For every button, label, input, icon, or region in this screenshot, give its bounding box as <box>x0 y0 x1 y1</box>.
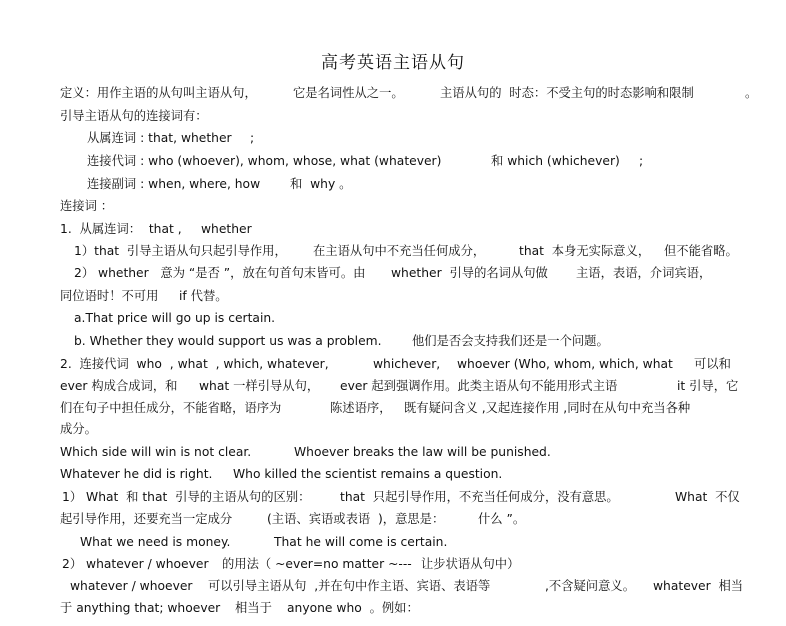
text-segment: a.That price will go up is certain. <box>74 311 276 325</box>
text-segment: 2） whether 意为 “是否 ”，放在句首句末皆可。由 <box>74 266 366 280</box>
text-segment: 可以引导主语从句 ,并在句中作主语、宾语、表语等 <box>208 579 491 593</box>
text-segment: 1） What 和 that 引导的主语从句的区别： <box>62 490 311 504</box>
text-segment: whoever (Who, whom, which, what <box>457 357 673 371</box>
text-segment: 引导主语从句的连接词有： <box>60 109 208 123</box>
text-segment: Which side will win is not clear. <box>60 445 252 459</box>
text-segment: that 本身无实际意义， <box>519 244 651 258</box>
text-segment: 连接副词 : when, where, how <box>87 177 261 191</box>
text-segment: ever 起到强调作用。此类主语从句不能用形式主语 <box>340 379 618 393</box>
text-segment: if 代替。 <box>179 289 228 303</box>
text-segment: whatever 相当 <box>653 579 744 593</box>
text-segment: 和 which (whichever) <box>491 154 620 168</box>
text-segment: 和 why 。 <box>290 177 352 191</box>
text-segment: (主语、宾语或表语 )，意思是： <box>267 512 445 526</box>
text-segment: 1）that 引导主语从句只起引导作用， <box>74 244 287 258</box>
text-segment: whatever / whoever <box>70 579 193 593</box>
text-segment: Who killed the scientist remains a question. <box>233 467 503 481</box>
text-segment: 2. 连接代词 who , what , which, whatever, <box>60 357 329 371</box>
text-segment: ; <box>639 154 644 168</box>
text-segment: 。 <box>745 86 758 100</box>
text-segment: 陈述语序， <box>330 401 392 415</box>
text-segment: Whoever breaks the law will be punished. <box>294 445 551 459</box>
text-segment: whether 引导的名词从句做 <box>391 266 548 280</box>
text-segment: What 不仅 <box>675 490 740 504</box>
text-segment: 于 anything that; whoever <box>60 601 221 615</box>
text-segment: whether <box>201 222 252 236</box>
text-segment: 同位语时！不可用 <box>60 289 159 303</box>
text-segment: b. Whether they would support us was a problem. <box>74 334 382 348</box>
text-segment: 定义：用作主语的从句叫主语从句， <box>60 86 257 100</box>
text-segment: ever 构成合成词，和 <box>60 379 178 393</box>
text-segment: 既有疑问含义 ,又起连接作用 ,同时在从句中充当各种 <box>404 401 691 415</box>
text-segment: 连接代词 : who (whoever), whom, whose, what (whatever) <box>87 154 442 168</box>
text-segment: ,不含疑问意义。 <box>545 579 635 593</box>
text-segment: it 引导，它 <box>677 379 739 393</box>
text-segment: 1. 从属连词： that , <box>60 222 182 236</box>
text-segment: 相当于 <box>235 601 272 615</box>
text-segment: that 只起引导作用，不充当任何成分，没有意思。 <box>340 490 619 504</box>
text-segment: 它是名词性从之一。 <box>293 86 404 100</box>
text-segment: anyone who 。例如： <box>287 601 419 615</box>
text-segment: 连接词 ： <box>60 199 114 213</box>
text-segment: 的用法（ ~ever=no matter ~--- <box>222 557 412 571</box>
text-segment: 起引导作用，还要充当一定成分 <box>60 512 233 526</box>
text-segment: 们在句子中担任成分，不能省略，语序为 <box>60 401 282 415</box>
text-segment: 可以和 <box>694 357 731 371</box>
text-segment: what 一样引导从句， <box>199 379 320 393</box>
text-segment: 让步状语从句中） <box>421 557 520 571</box>
text-segment: whichever, <box>373 357 441 371</box>
text-segment: Whatever he did is right. <box>60 467 213 481</box>
text-segment: What we need is money. <box>80 535 231 549</box>
text-segment: 但不能省略。 <box>664 244 738 258</box>
text-segment: 成分。 <box>60 422 97 436</box>
text-segment: 2） whatever / whoever <box>62 557 209 571</box>
text-segment: 主语从句的 时态：不受主句的时态影响和限制 <box>440 86 694 100</box>
text-segment: That he will come is certain. <box>274 535 448 549</box>
text-segment: 从属连词 : that, whether <box>87 131 232 145</box>
text-segment: 他们是否会支持我们还是一个问题。 <box>412 334 609 348</box>
text-segment: 在主语从句中不充当任何成分， <box>313 244 486 258</box>
text-segment: ; <box>250 131 255 145</box>
text-segment: 什么 ”。 <box>478 512 526 526</box>
page-title: 高考英语主语从句 <box>321 53 465 73</box>
text-segment: 主语，表语，介词宾语， <box>576 266 712 280</box>
